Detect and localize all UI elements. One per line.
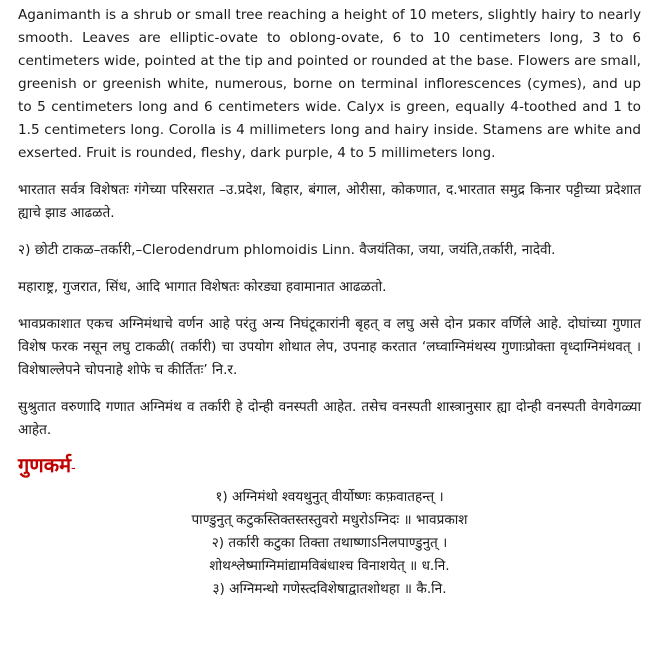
verse-line: ३) अग्निमन्थो गणेस्त्दविशेषाद्वातशोथहा ॥ कै.नि. [212,581,447,597]
bhavaprakash-paragraph: भावप्रकाशात एकच अग्निमंथाचे वर्णन आहे परंतु अन्य निघंटूकारांनी बृहत् व लघु असे दोन प्रकार वर्णिले आहे. दोघांच्या गुणात विशेष फरक नसून लघु टाकळी( तर्कारी) चा उपयोग शोथात लेप, उपनाह करतात ‘लघ्वाग्निमंथस्य गुणाःप्रोक्ता वृध्दाग्निमंथवत् । विशेषाल्लेपने चोपनाहे शोफे च कीर्तितः’ नि.र. [18,316,641,378]
verse-line: २) तर्कारी कटुका तिक्ता तथाष्णाऽनिलपाण्डुनुत् । [211,535,448,551]
verse-block [18,486,641,601]
species-two-paragraph: २) छोटी टाकळ–तर्कारी,–Clerodendrum phlomoidis Linn. वैजयंतिका, जया, जयंति,तर्कारी, नादेवी. [18,242,556,258]
section-heading [18,452,641,482]
distribution-paragraph: भारतात सर्वत्र विशेषतः गंगेच्या परिसरात –उ.प्रदेश, बिहार, बंगाल, ओरीसा, कोकणात, द.भारतात समुद्र किनार पट्टीच्या प्रदेशात ह्याचे झाड आढळते. [18,182,641,221]
section-heading-title: गुणकर्म [18,453,72,477]
section-heading-suffix: - [71,461,76,476]
verse-line: शोथश्लेष्माग्निमांद्यामविबंधाश्च विनाशयेत् ॥ ध.नि. [209,558,450,574]
verse-line: १) अग्निमंथो श्वयथुनुत् वीर्योष्णः कफ़वातहन्त् । [215,489,444,505]
regions-paragraph: महाराष्ट्र, गुजरात, सिंध, आदि भागात विशेषतः कोरड्या हवामानात आढळतो. [18,279,387,295]
verse-line: पाण्डुनुत् कटुकस्तिक्तस्तस्तुवरो मधुरोऽग्निदः ॥ भावप्रकाश [191,512,468,528]
sushruta-paragraph: सुश्रुतात वरुणादि गणात अग्निमंथ व तर्कारी हे दोन्ही वनस्पती आहेत. तसेच वनस्पती शास्त्रानुसार ह्या दोन्ही वनस्पती वेगवेगळ्या आहेत. [18,399,641,438]
english-description: Aganimanth is a shrub or small tree reaching a height of 10 meters, slightly hairy to nearly smooth. Leaves are elliptic-ovate to oblong-ovate, 6 to 10 centimeters long, 3 to 6 centimeters wide, pointed at the tip and pointed or rounded at the base. Flowers are small, greenish or greenish white, numerous, borne on terminal inflorescences (cymes), and up to 5 centimeters long and 6 centimeters wide. Calyx is green, equally 4-toothed and 1 to 1.5 centimeters long. Corolla is 4 millimeters long and hairy inside. Stamens are white and exserted. Fruit is rounded, fleshy, dark purple, 4 to 5 millimeters long. [18,7,641,161]
